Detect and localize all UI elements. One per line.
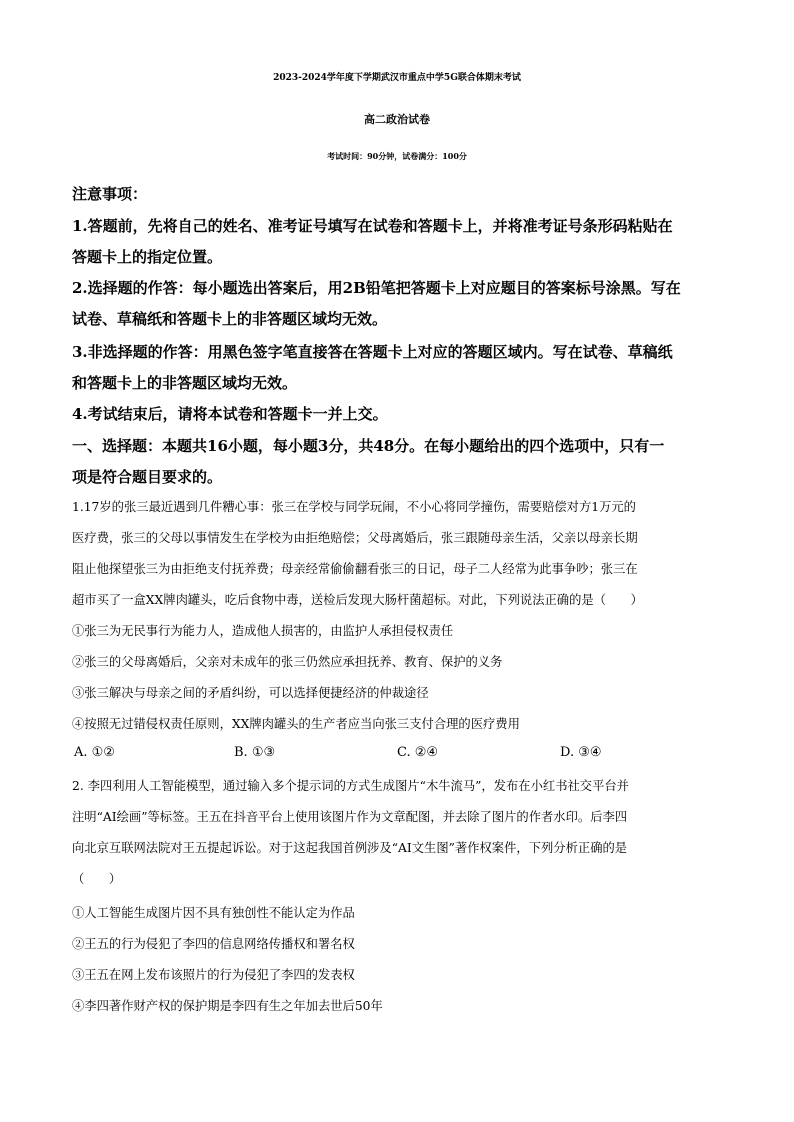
notes-line: 1.答题前，先将自己的姓名、准考证号填写在试卷和答题卡上，并将准考证号条形码粘贴在: [72, 217, 673, 235]
q1-item: ③张三解决与母亲之间的矛盾纠纷，可以选择便捷经济的仲裁途径: [72, 686, 429, 700]
q2-item: ②王五的行为侵犯了李四的信息网络传播权和署名权: [72, 937, 355, 951]
notes-line: 3.非选择题的作答：用黑色签字笔直接答在答题卡上对应的答题区域内。写在试卷、草稿纸: [72, 343, 673, 361]
q1-option-d: D. ③④: [560, 745, 602, 760]
q2-item: ③王五在网上发布该照片的行为侵犯了李四的发表权: [72, 968, 355, 982]
exam-title: 2023-2024学年度下学期武汉市重点中学5G联合体期末考试: [273, 73, 521, 83]
exam-info: 考试时间：90分钟，试卷满分：100分: [327, 151, 467, 161]
q1-stem-line: 超市买了一盒XX牌肉罐头，吃后食物中毒，送检后发现大肠杆菌超标。对此，下列说法正确的是（ ）: [72, 593, 643, 607]
q1-option-a: A. ①②: [74, 745, 115, 760]
q1-option-c: C. ②④: [397, 745, 439, 760]
exam-subtitle: 高二政治试卷: [364, 113, 430, 126]
q1-stem-line: 医疗费，张三的父母以事情发生在学校为由拒绝赔偿；父母离婚后，张三跟随母亲生活，父亲以母亲长期: [72, 531, 638, 545]
notes-line: 试卷、草稿纸和答题卡上的非答题区域均无效。: [72, 310, 388, 328]
q2-item: ④李四著作财产权的保护期是李四有生之年加去世后50年: [72, 999, 383, 1013]
q2-stem-line: 注明“AI绘画”等标签。王五在抖音平台上使用该图片作为文章配图，并去除了图片的作者水印。后李四: [72, 810, 628, 824]
q1-option-b: B. ①③: [234, 745, 276, 760]
q1-item: ②张三的父母离婚后，父亲对未成年的张三仍然应承担抚养、教育、保护的义务: [72, 655, 503, 669]
section-heading: 一、选择题：本题共16小题，每小题3分，共48分。在每小题给出的四个选项中，只有一: [72, 437, 665, 455]
section-heading: 项是符合题目要求的。: [72, 468, 223, 486]
q1-stem-line: 1.17岁的张三最近遇到几件糟心事：张三在学校与同学玩闹，不小心将同学撞伤，需要赔偿对方1万元的: [72, 500, 636, 514]
q2-stem-line: 向北京互联网法院对王五提起诉讼。对于这起我国首例涉及“AI文生图”著作权案件，下列分析正确的是: [72, 841, 628, 855]
notes-line: 4.考试结束后，请将本试卷和答题卡一并上交。: [72, 405, 388, 423]
q2-item: ①人工智能生成图片因不具有独创性不能认定为作品: [72, 906, 355, 920]
notes-heading: 注意事项：: [72, 185, 148, 203]
notes-line: 答题卡上的指定位置。: [72, 248, 223, 266]
notes-line: 和答题卡上的非答题区域均无效。: [72, 374, 298, 392]
q1-item: ①张三为无民事行为能力人，造成他人损害的，由监护人承担侵权责任: [72, 624, 454, 638]
q1-item: ④按照无过错侵权责任原则，XX牌肉罐头的生产者应当向张三支付合理的医疗费用: [72, 717, 520, 731]
q2-stem-line: （ ）: [72, 872, 122, 886]
q2-stem-line: 2. 李四利用人工智能模型，通过输入多个提示词的方式生成图片“木牛流马”，发布在小红书社交平台并: [72, 779, 629, 793]
q1-stem-line: 阻止他探望张三为由拒绝支付抚养费；母亲经常偷偷翻看张三的日记，母子二人经常为此事争吵；张三在: [72, 562, 638, 576]
notes-line: 2.选择题的作答：每小题选出答案后，用2B铅笔把答题卡上对应题目的答案标号涂黑。写在: [72, 279, 681, 297]
